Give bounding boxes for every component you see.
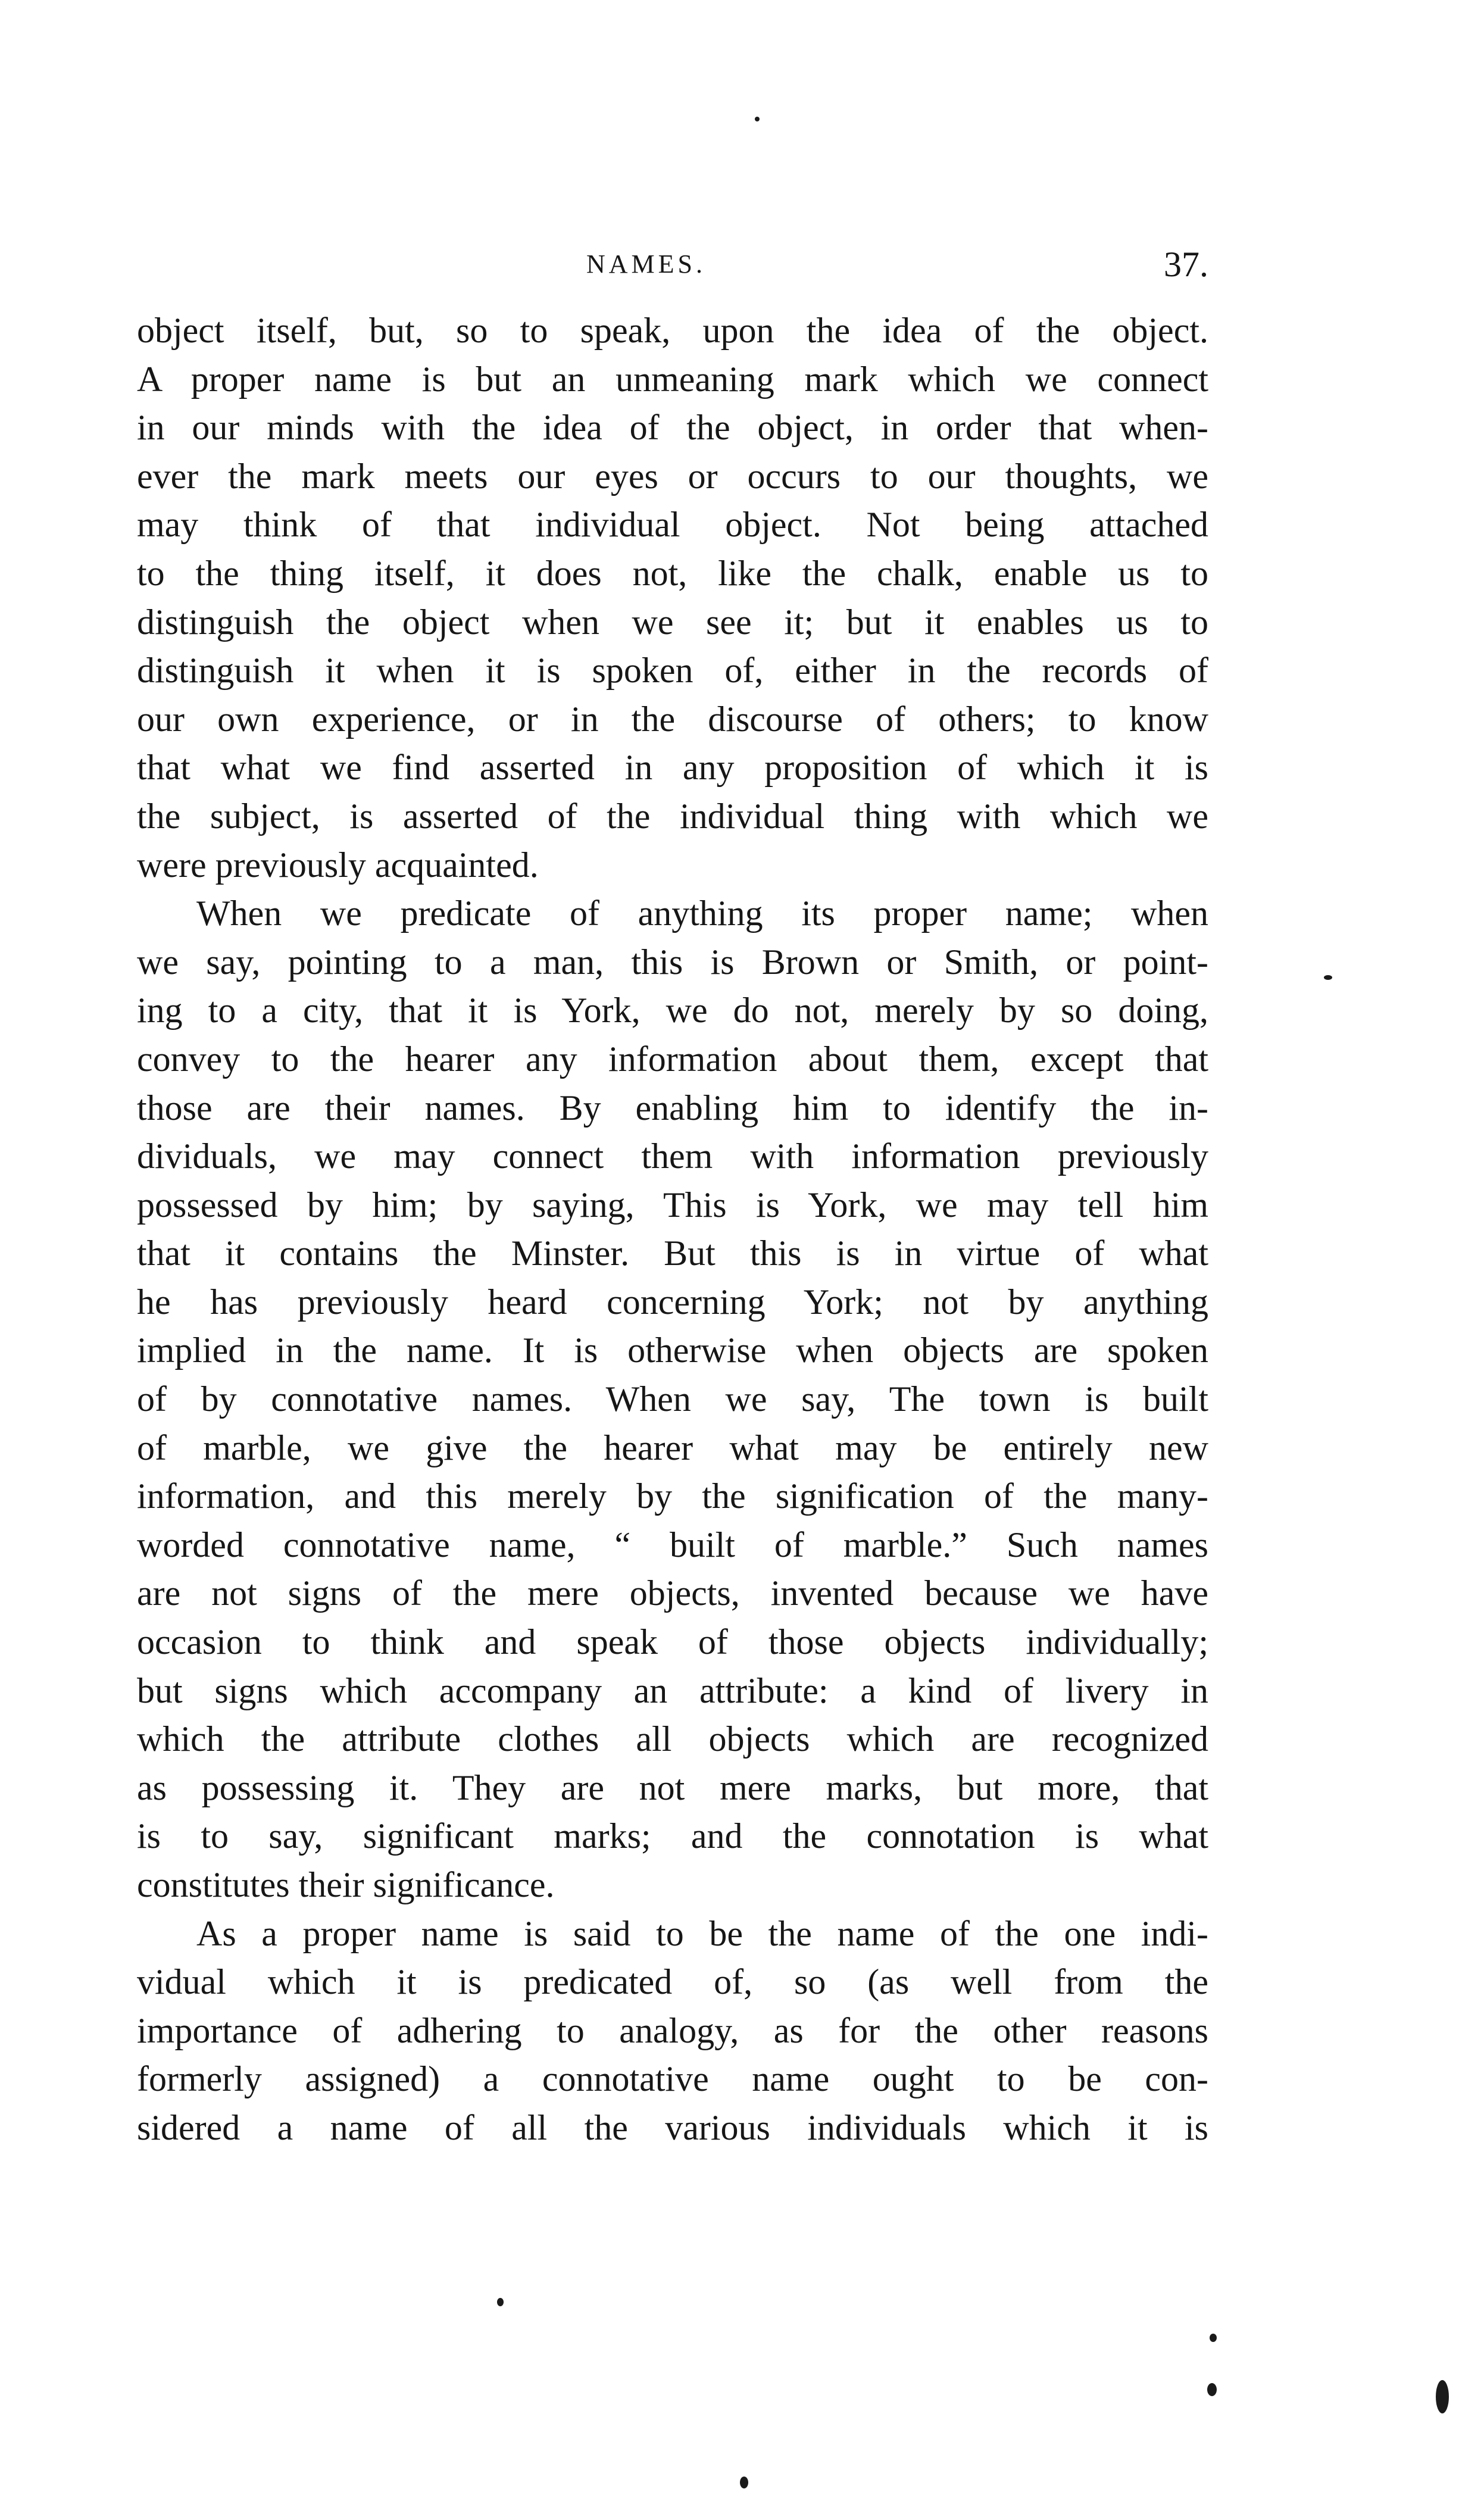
scan-speck <box>755 117 760 121</box>
text-line: ing to a city, that it is York, we do not, merely by so doing, <box>137 991 1208 1030</box>
text-line: that what we find asserted in any proposition of which it is <box>137 748 1208 788</box>
text-line: possessed by him; by saying, This is York, we may tell him <box>137 1185 1208 1225</box>
body-text <box>137 307 1208 2153</box>
text-line: were previously acquainted. <box>137 845 539 885</box>
text-line: distinguish it when it is spoken of, either in the records of <box>137 651 1208 691</box>
text-line: in our minds with the idea of the object, in order that when- <box>137 408 1208 448</box>
scan-speck <box>1324 975 1332 980</box>
text-line: ever the mark meets our eyes or occurs to our thoughts, we <box>137 456 1208 496</box>
text-line: to the thing itself, it does not, like the chalk, enable us to <box>137 553 1208 593</box>
paragraph <box>137 1910 1208 2153</box>
text-line: convey to the hearer any information about them, except that <box>137 1039 1208 1079</box>
text-line: formerly assigned) a connotative name ought to be con- <box>137 2059 1208 2099</box>
page-header <box>0 244 1484 292</box>
text-line: implied in the name. It is otherwise when objects are spoken <box>137 1331 1208 1370</box>
text-line: our own experience, or in the discourse of others; to know <box>137 699 1208 739</box>
scan-speck <box>740 2477 748 2488</box>
text-line: that it contains the Minster. But this is in virtue of what <box>137 1233 1208 1273</box>
text-line: which the attribute clothes all objects which are recognized <box>137 1719 1208 1759</box>
scan-speck <box>1436 2380 1449 2413</box>
text-line: he has previously heard concerning York; not by anything <box>137 1282 1208 1322</box>
text-line: When we predicate of anything its proper name; when <box>196 894 1208 933</box>
text-line: of marble, we give the hearer what may be entirely new <box>137 1428 1208 1467</box>
text-line: constitutes their significance. <box>137 1865 555 1904</box>
text-line: importance of adhering to analogy, as for the other reasons <box>137 2010 1208 2050</box>
text-line: dividuals, we may connect them with information previously <box>137 1136 1208 1176</box>
text-line: A proper name is but an unmeaning mark which we connect <box>137 359 1208 399</box>
paragraph <box>137 307 1208 889</box>
text-line: the subject, is asserted of the individual thing with which we <box>137 796 1208 836</box>
text-line: information, and this merely by the signification of the many- <box>137 1476 1208 1516</box>
text-line: may think of that individual object. Not being attached <box>137 505 1208 545</box>
text-line: those are their names. By enabling him to identify the in- <box>137 1088 1208 1128</box>
paragraph <box>137 889 1208 1909</box>
text-line: occasion to think and speak of those objects individually; <box>137 1622 1208 1662</box>
text-line: distinguish the object when we see it; but it enables us to <box>137 602 1208 642</box>
text-line: As a proper name is said to be the name of the one indi- <box>196 1913 1208 1953</box>
text-line: of by connotative names. When we say, The town is built <box>137 1379 1208 1419</box>
scan-speck <box>1207 2383 1217 2396</box>
text-line: are not signs of the mere objects, invented because we have <box>137 1573 1208 1613</box>
running-head: NAMES. <box>586 249 707 279</box>
text-line: is to say, significant marks; and the connotation is what <box>137 1816 1208 1856</box>
text-line: as possessing it. They are not mere marks, but more, that <box>137 1767 1208 1807</box>
text-line: we say, pointing to a man, this is Brown or Smith, or point- <box>137 942 1208 982</box>
text-line: sidered a name of all the various individuals which it is <box>137 2107 1208 2147</box>
text-line: worded connotative name, “ built of marble.” Such names <box>137 1525 1208 1564</box>
text-line: but signs which accompany an attribute: a kind of livery in <box>137 1670 1208 1710</box>
text-line: object itself, but, so to speak, upon the idea of the object. <box>137 311 1208 350</box>
page-number: 37. <box>1164 245 1208 284</box>
text-line: vidual which it is predicated of, so (as well from the <box>137 1962 1208 2002</box>
scan-speck <box>1210 2334 1217 2342</box>
scan-speck <box>497 2298 504 2306</box>
